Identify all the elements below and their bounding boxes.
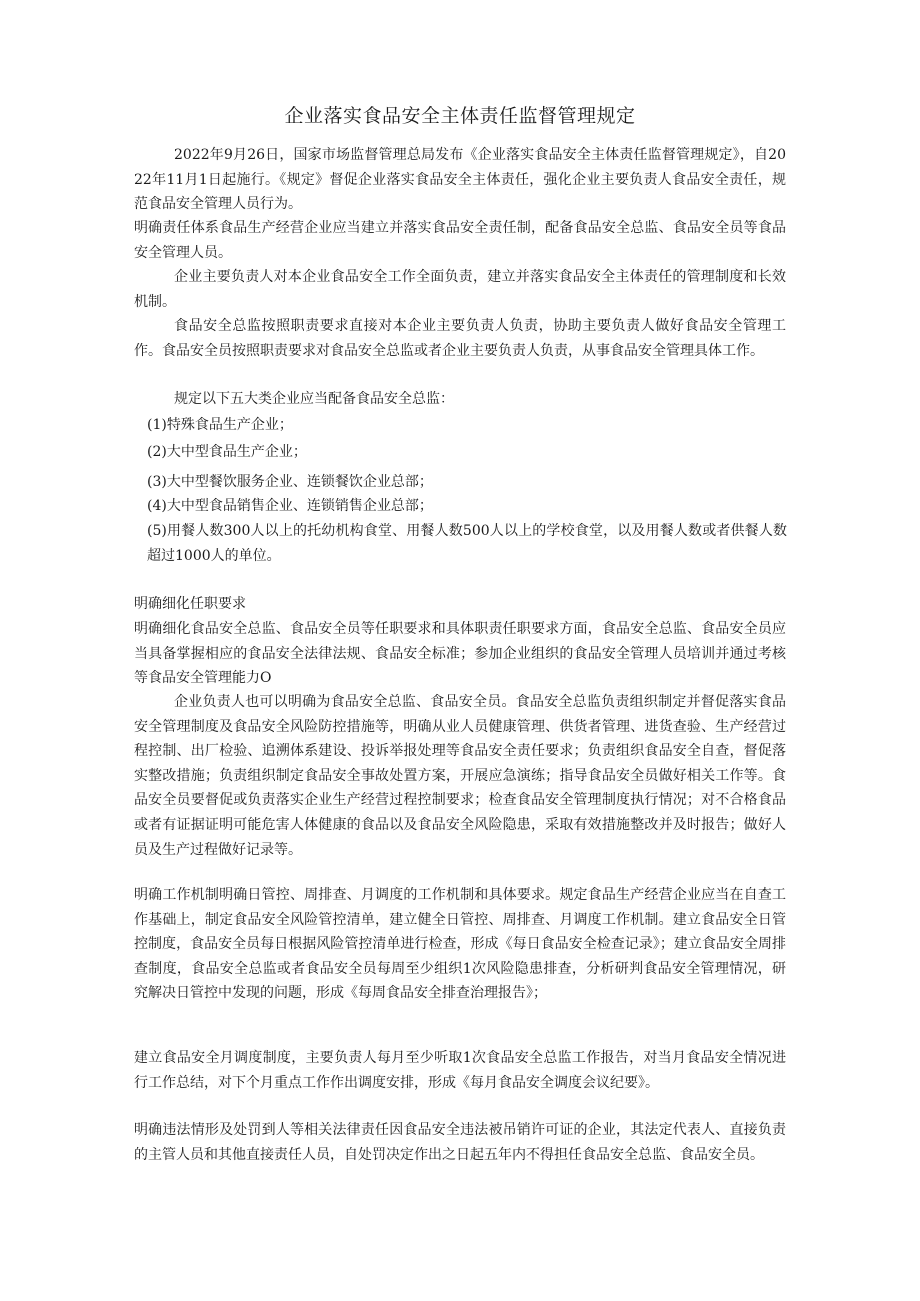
paragraph-five-categories: 规定以下五大类企业应当配备食品安全总监： [174,391,454,407]
paragraph-director-responsibilities: 企业负责人也可以明确为食品安全总监、食品安全员。食品安全总监负责组织制定并督促落实食品安全管理制度及食品安全风险防控措施等，明确从业人员健康管理、供货者管理、进货查验、生产经营过程控制、出厂检验、追溯体系建设、投诉举报处理等食品安全责任要求；负责组织食品安全自查，督促落实整改措施；负责组织制定食品安全事故处置方案，开展应急演练；指导食品安全员做好相关工作等。食品安全员要督促或负责落实企业生产经营过程控制要求；检查食品安全管理制度执行情况；对不合格食品或者有证据证明可能危害人体健康的食品以及食品安全风险隐患，采取有效措施整改并及时报告；做好人员及生产过程做好记录等。 [134,694,786,858]
list-item: (3)大中型餐饮服务企业、连锁餐饮企业总部； [147,474,433,490]
paragraph-director-duty: 食品安全总监按照职责要求直接对本企业主要负责人负责，协助主要负责人做好食品安全管理工作。食品安全员按照职责要求对食品安全总监或者企业主要负责人负责，从事食品安全管理具体工作。 [134,318,786,359]
paragraph-work-mechanism: 明确工作机制明确日管控、周排查、月调度的工作机制和具体要求。规定食品生产经营企业应当在自查工作基础上，制定食品安全风险管控清单，建立健全日管控、周排查、月调度工作机制。建立食品安全日管控制度，食品安全员每日根据风险管控清单进行检查，形成《每日食品安全检查记录》；建立食品安全周排查制度，食品安全总监或者食品安全员每周至少组织1次风险隐患排查，分析研判食品安全管理情况，研究解决日管控中发现的问题，形成《每周食品安全排查治理报告》； [134,887,786,1002]
paragraph-legal-liability: 明确违法情形及处罚到人等相关法律责任因食品安全违法被吊销许可证的企业，其法定代表人、直接负责的主管人员和其他直接责任人员，自处罚决定作出之日起五年内不得担任食品安全总监、食品安全员。 [134,1122,786,1163]
list-item: (2)大中型食品生产企业； [147,444,307,460]
paragraph-principal-duty: 企业主要负责人对本企业食品安全工作全面负责，建立并落实食品安全主体责任的管理制度和长效机制。 [134,269,786,310]
paragraph-qualifications: 明确细化食品安全总监、食品安全员等任职要求和具体职责任职要求方面，食品安全总监、食品安全员应当具备掌握相应的食品安全法律法规、食品安全标准；参加企业组织的食品安全管理人员培训并通过考核等食品安全管理能力O [134,621,786,687]
list-item: (1)特殊食品生产企业； [147,417,293,433]
document-title: 企业落实食品安全主体责任监督管理规定 [284,105,636,127]
section-heading: 明确细化任职要求 [134,596,246,612]
paragraph-monthly-dispatch: 建立食品安全月调度制度，主要负责人每月至少听取1次食品安全总监工作报告，对当月食品安全情况进行工作总结，对下个月重点工作作出调度安排，形成《每月食品安全调度会议纪要》。 [134,1050,786,1091]
list-item: (4)大中型食品销售企业、连锁销售企业总部； [147,498,433,514]
paragraph-responsibility-system: 明确责任体系食品生产经营企业应当建立并落实食品安全责任制，配备食品安全总监、食品安全员等食品安全管理人员。 [134,220,786,261]
list-item: (5)用餐人数300人以上的托幼机构食堂、用餐人数500人以上的学校食堂，以及用餐人数或者供餐人数超过1000人的单位。 [147,523,787,564]
paragraph-intro: 2022年9月26日，国家市场监督管理总局发布《企业落实食品安全主体责任监督管理规定》，自2022年11月1日起施行。《规定》督促企业落实食品安全主体责任，强化企业主要负责人食品安全责任，规范食品安全管理人员行为。 [134,147,786,213]
